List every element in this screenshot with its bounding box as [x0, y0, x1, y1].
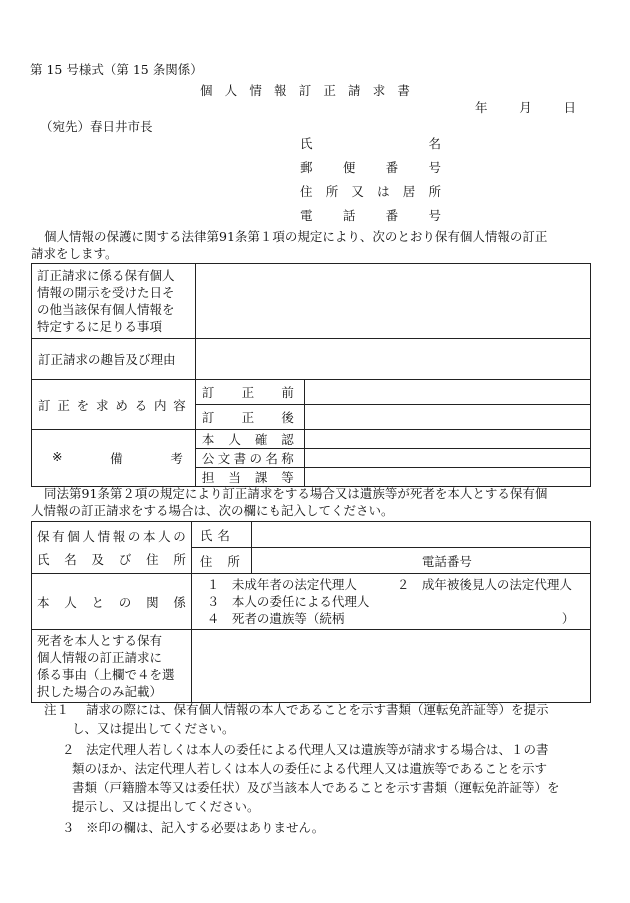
department-field — [304, 468, 590, 487]
note-3-mark: ３ — [62, 820, 75, 835]
target-info-label: 訂正請求に係る保有個人 情報の開示を受けた日そ の他当該保有個人情報を 特定するに足りる事項 — [32, 264, 196, 339]
note-2-line-4: 提示し、又は提出してください。 — [72, 799, 260, 814]
document-name-field — [304, 449, 590, 468]
note-1-mark: 注１ — [44, 702, 70, 717]
correction-request-table — [31, 263, 591, 487]
form-number: 第 15 号様式（第 15 条関係） — [30, 62, 203, 77]
applicant-phone-label: 電 話 番 号 — [300, 208, 441, 223]
relationship-label: 本 人 と の 関 係 — [32, 574, 192, 630]
deceased-reason-label: 死者を本人とする保有 個人情報の訂正請求に 係る事由（上欄で４を選 択した場合のみ記載） — [32, 630, 192, 703]
identity-check-field — [304, 430, 590, 449]
relation-option-2[interactable]: ２ 成年被後見人の法定代理人 — [396, 576, 572, 592]
applicant-name-label: 氏 名 — [300, 136, 441, 151]
before-correction-field[interactable] — [304, 380, 590, 405]
principal-address-field[interactable] — [251, 548, 590, 574]
principal-name-label: 氏 名 — [191, 522, 251, 548]
deceased-reason-field[interactable] — [191, 630, 590, 703]
mid-line-1: 同法第91条第２項の規定により訂正請求をする場合又は遺族等が死者を本人とする保有個 — [44, 486, 548, 501]
representative-table — [31, 521, 591, 703]
applicant-address-label: 住 所 又 は 居 所 — [300, 184, 441, 199]
identity-check-label: 本 人 確 認 — [195, 430, 304, 449]
correction-content-label: 訂 正 を 求 め る 内 容 — [32, 380, 196, 430]
before-correction-label: 訂 正 前 — [195, 380, 304, 405]
mid-line-2: 人情報の訂正請求をする場合は、次の欄にも記入してください。 — [31, 503, 394, 518]
principal-name-address-label: 保 有 個 人 情 報 の 本 人 の 氏 名 及 び 住 所 — [32, 522, 192, 574]
relation-option-3[interactable]: ３ 本人の委任による代理人 — [206, 593, 370, 609]
remarks-label: ※ 備 考 — [32, 430, 196, 487]
after-correction-field[interactable] — [304, 405, 590, 430]
target-info-field[interactable] — [195, 264, 590, 339]
form-title: 個 人 情 報 訂 正 請 求 書 — [200, 83, 410, 98]
note-2-mark: ２ — [62, 742, 75, 757]
applicant-postal-label: 郵 便 番 号 — [300, 160, 441, 175]
principal-name-field[interactable] — [251, 522, 590, 548]
intro-line-1: 個人情報の保護に関する法律第91条第１項の規定により、次のとおり保有個人情報の訂正 — [44, 229, 548, 244]
intro-line-2: 請求をします。 — [31, 246, 118, 261]
purpose-reason-label: 訂正請求の趣旨及び理由 — [32, 339, 196, 380]
purpose-reason-field[interactable] — [195, 339, 590, 380]
date-line: 年 月 日 — [475, 100, 576, 115]
relation-option-4[interactable]: ４ 死者の遺族等（続柄 — [206, 610, 345, 626]
note-1-line-2: し、又は提出してください。 — [72, 721, 235, 736]
addressee: （宛先）春日井市長 — [40, 119, 153, 134]
relationship-options — [191, 574, 590, 630]
note-2-line-1: 法定代理人若しくは本人の委任による代理人又は遺族等が請求する場合は、１の書 — [86, 742, 549, 757]
relation-close-paren: ） — [561, 610, 575, 626]
note-2-line-3: 書類（戸籍謄本等又は委任状）及び当該本人であることを示す書類（運転免許証等）を — [72, 780, 560, 795]
department-label: 担 当 課 等 — [195, 468, 304, 487]
document-name-label: 公 文 書 の 名 称 — [195, 449, 304, 468]
principal-address-label: 住 所 — [191, 548, 251, 574]
relation-option-1[interactable]: １ 未成年者の法定代理人 — [206, 576, 357, 592]
phone-number-label: 電話番号 — [421, 553, 472, 569]
after-correction-label: 訂 正 後 — [195, 405, 304, 430]
note-3-line-1: ※印の欄は、記入する必要はありません。 — [86, 820, 325, 835]
note-1-line-1: 請求の際には、保有個人情報の本人であることを示す書類（運転免許証等）を提示 — [86, 702, 549, 717]
note-2-line-2: 類のほか、法定代理人若しくは本人の委任による代理人又は遺族等であることを示す — [72, 761, 548, 776]
